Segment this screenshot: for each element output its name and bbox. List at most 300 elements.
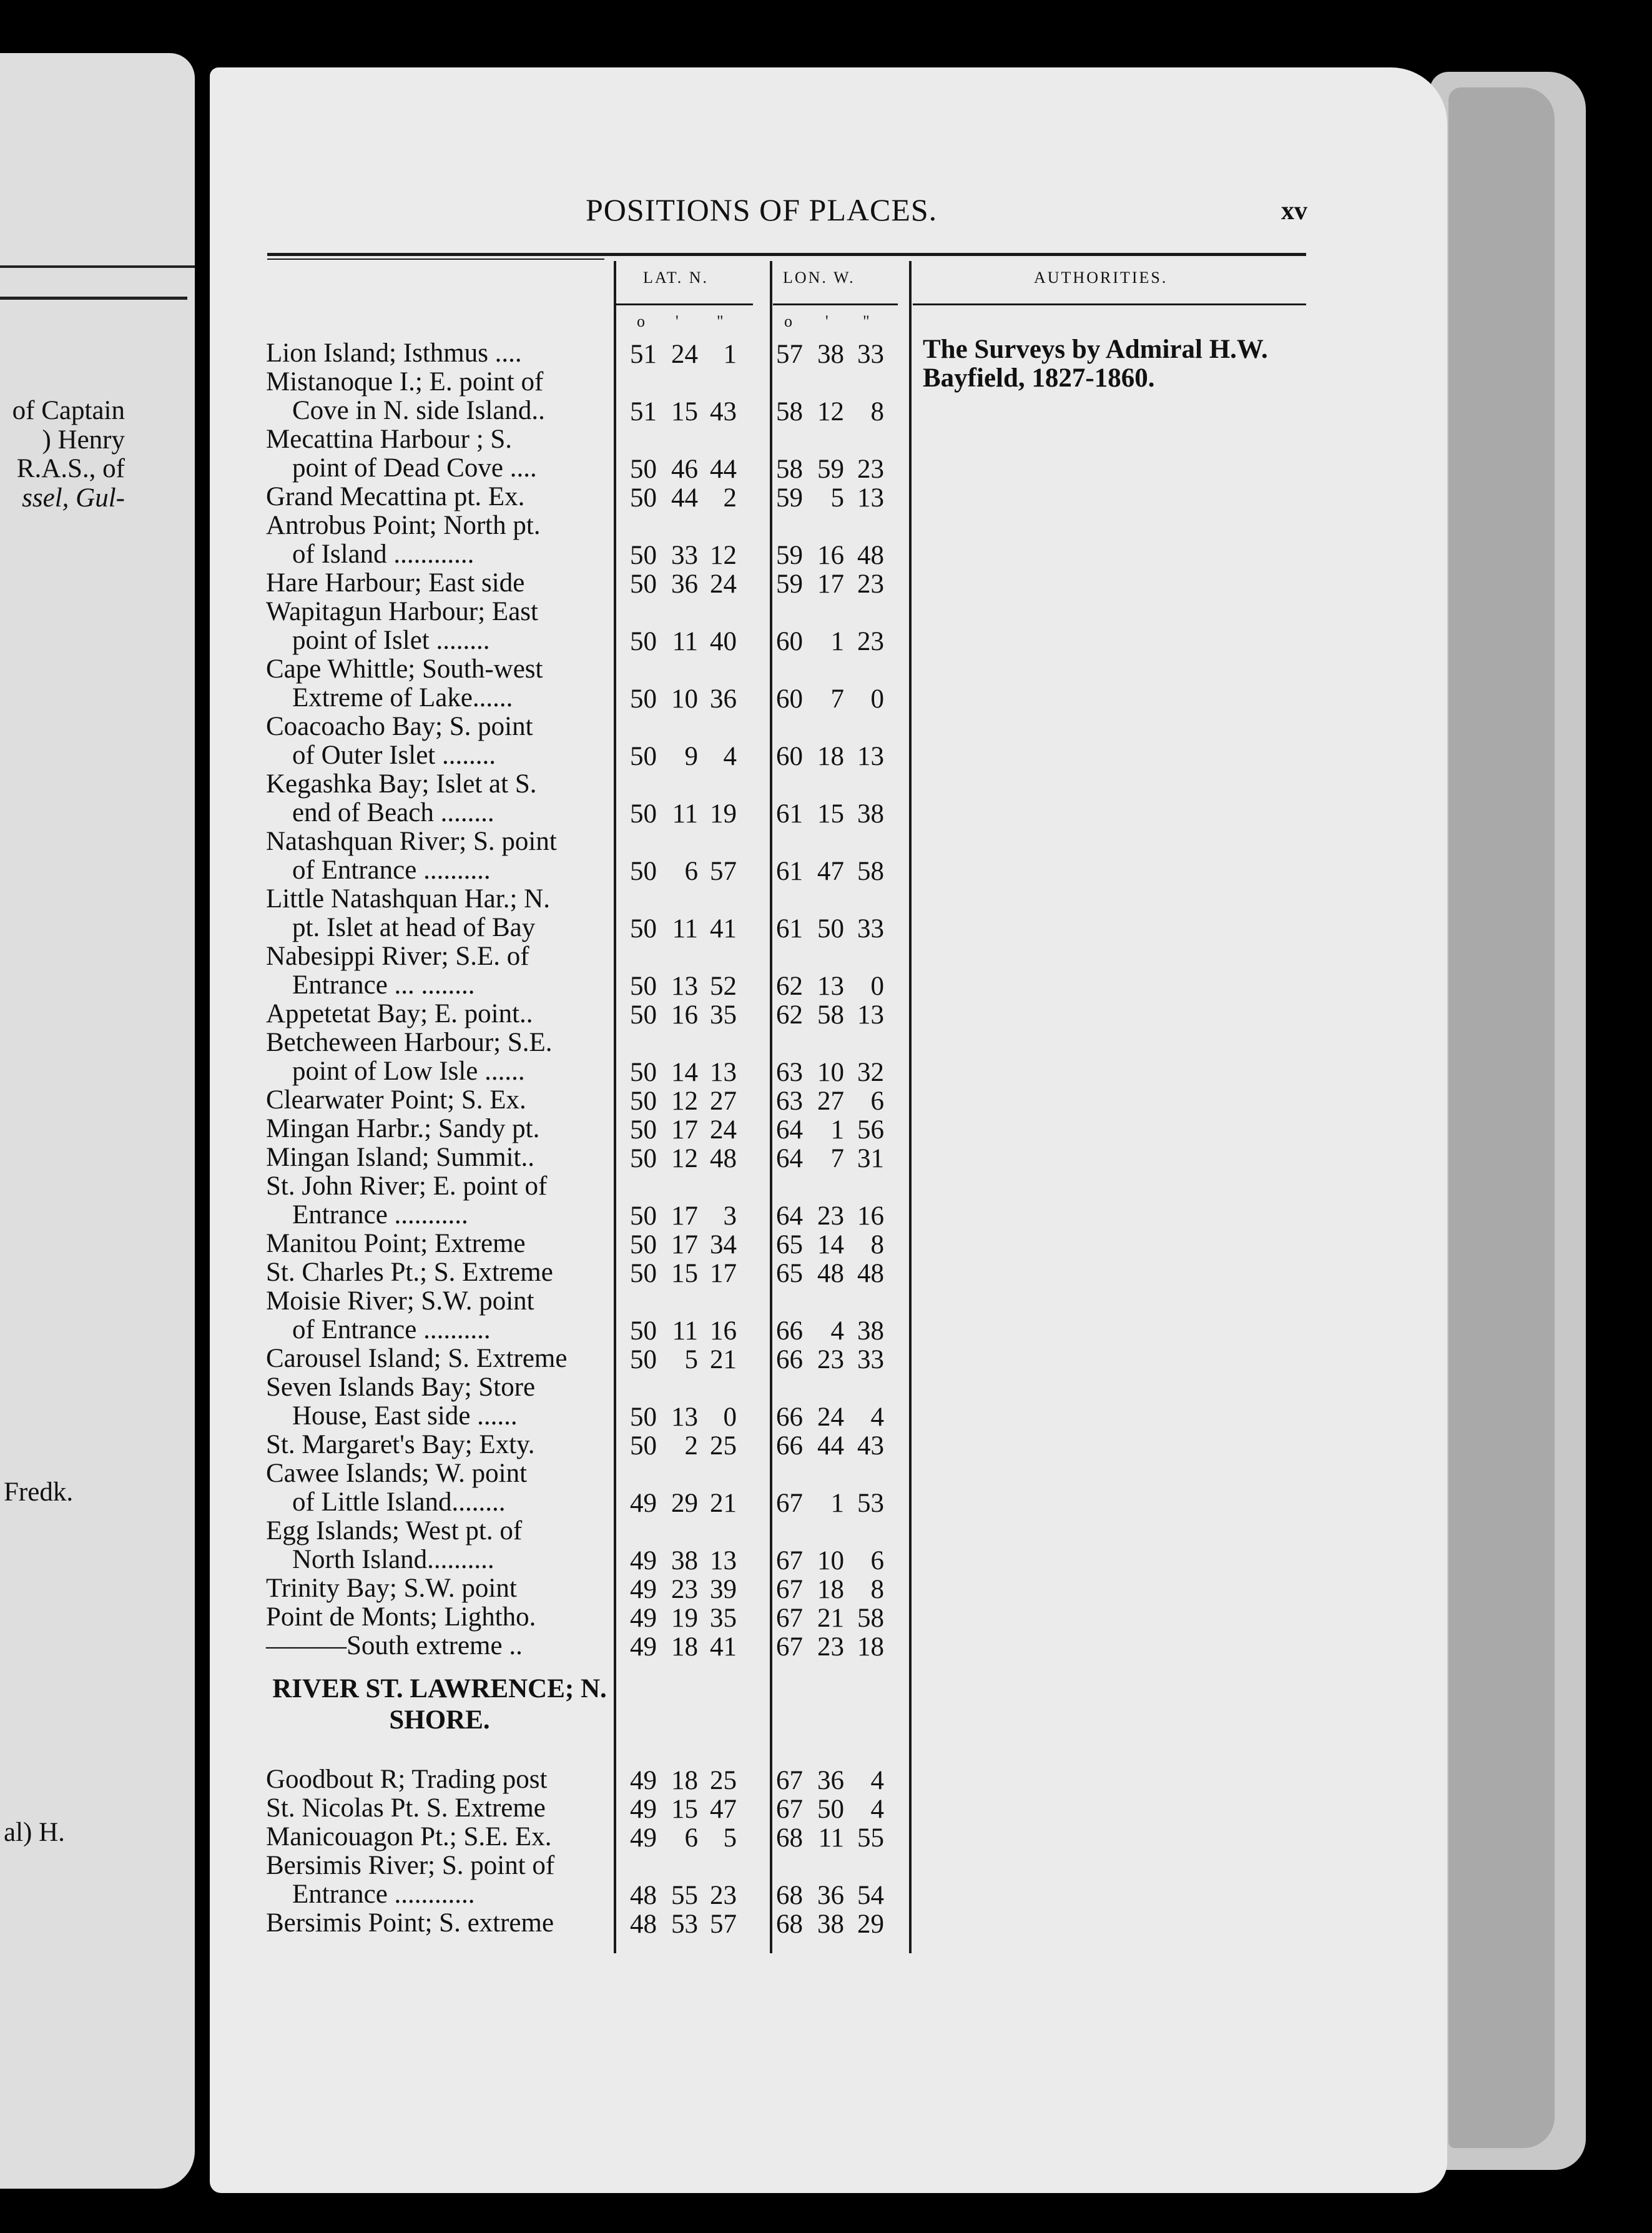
- lat-value: 52: [710, 972, 737, 1001]
- place-name: [266, 1230, 613, 1258]
- place-name-line: Goodbout R; Trading post: [266, 1765, 548, 1794]
- lat-value: 48: [630, 1910, 657, 1939]
- place-name: [266, 885, 613, 942]
- lon-value: 47: [817, 857, 844, 886]
- lat-value: 50: [630, 972, 657, 1001]
- lon-value: 5: [830, 483, 844, 513]
- lon-value: 33: [857, 914, 884, 944]
- lon-value: 31: [857, 1144, 884, 1173]
- lat-value: 17: [671, 1115, 698, 1145]
- lon-value: 53: [857, 1489, 884, 1518]
- left-page-rule: [0, 297, 187, 300]
- lat-value: 21: [710, 1345, 737, 1374]
- lat-column-header: LAT. N.: [643, 269, 709, 287]
- book-edge-shadow: [1448, 87, 1555, 2148]
- lat-value: 49: [630, 1795, 657, 1824]
- lon-value: 61: [776, 799, 803, 829]
- left-page: [0, 53, 195, 2189]
- lat-value: 38: [671, 1546, 698, 1575]
- lat-value: 0: [723, 1402, 737, 1432]
- place-name-line: of Outer Islet ........: [292, 741, 496, 770]
- lon-value: 58: [776, 397, 803, 426]
- lat-header-rule: [616, 303, 753, 305]
- place-name-line: of Entrance ..........: [292, 855, 491, 885]
- lat-value: 17: [710, 1259, 737, 1288]
- place-name: [266, 1823, 613, 1851]
- lon-header-rule: [773, 303, 898, 305]
- lon-value: 33: [857, 340, 884, 369]
- place-name: [266, 339, 613, 368]
- lon-value: 66: [776, 1402, 803, 1432]
- lon-value: 12: [817, 397, 844, 426]
- minute-symbol: ': [676, 312, 679, 330]
- place-name: [266, 1000, 613, 1028]
- lat-value: 19: [671, 1604, 698, 1633]
- place-name-line: Egg Islands; West pt. of: [266, 1516, 523, 1545]
- place-name: [266, 770, 613, 827]
- left-page-fragment: of Captain: [12, 396, 125, 425]
- place-name-line: Antrobus Point; North pt.: [266, 511, 541, 540]
- lat-value: 49: [630, 1489, 657, 1518]
- second-symbol: ": [863, 312, 870, 330]
- lat-value: 50: [630, 569, 657, 599]
- second-symbol: ": [717, 312, 724, 330]
- lon-value: 7: [830, 684, 844, 714]
- place-name: [266, 1287, 613, 1344]
- lat-value: 15: [671, 1795, 698, 1824]
- place-name-line: St. Margaret's Bay; Exty.: [266, 1430, 535, 1459]
- lon-value: 50: [817, 914, 844, 944]
- lon-value: 50: [817, 1795, 844, 1824]
- lon-value: 27: [817, 1087, 844, 1116]
- lon-value: 38: [817, 340, 844, 369]
- degree-symbol: o: [637, 312, 645, 330]
- place-name-line: Mistanoque I.; E. point of: [266, 367, 544, 397]
- section-heading-line: SHORE.: [389, 1705, 490, 1735]
- lon-value: 65: [776, 1230, 803, 1259]
- lat-value: 43: [710, 397, 737, 426]
- lat-value: 5: [723, 1823, 737, 1853]
- place-name-line: of Little Island........: [292, 1487, 506, 1517]
- lat-value: 18: [671, 1766, 698, 1795]
- lon-value: 57: [776, 340, 803, 369]
- place-name-line: Cawee Islands; W. point: [266, 1459, 528, 1488]
- lat-value: 4: [723, 742, 737, 771]
- lon-value: 62: [776, 1000, 803, 1030]
- lat-value: 21: [710, 1489, 737, 1518]
- lon-value: 63: [776, 1058, 803, 1087]
- lon-value: 13: [857, 1000, 884, 1030]
- lat-value: 23: [671, 1575, 698, 1604]
- lon-value: 21: [817, 1604, 844, 1633]
- section-heading: [266, 1674, 613, 1736]
- lat-value: 50: [630, 684, 657, 714]
- lat-value: 50: [630, 799, 657, 829]
- left-page-rule: [0, 265, 195, 268]
- place-name-line: Mecattina Harbour ; S.: [266, 425, 513, 454]
- place-name: [266, 1794, 613, 1823]
- lon-value: 67: [776, 1604, 803, 1633]
- lon-value: 18: [817, 1575, 844, 1604]
- place-name: [266, 942, 613, 1000]
- lat-value: 50: [630, 1115, 657, 1145]
- lat-value: 23: [710, 1881, 737, 1910]
- lat-value: 48: [630, 1881, 657, 1910]
- lon-value: 18: [817, 742, 844, 771]
- lon-value: 36: [817, 1881, 844, 1910]
- lat-value: 1: [723, 340, 737, 369]
- authorities-header-rule: [913, 303, 1306, 305]
- authorities-column-header: AUTHORITIES.: [1034, 269, 1168, 287]
- lat-value: 49: [630, 1546, 657, 1575]
- place-name: [266, 511, 613, 569]
- lat-value: 50: [630, 483, 657, 513]
- lat-value: 18: [671, 1632, 698, 1662]
- lon-value: 55: [857, 1823, 884, 1853]
- lon-value: 13: [857, 742, 884, 771]
- lon-value: 32: [857, 1058, 884, 1087]
- place-name-line: North Island..........: [292, 1545, 494, 1574]
- lat-value: 50: [630, 1087, 657, 1116]
- place-name-line: Hare Harbour; East side: [266, 568, 525, 598]
- lat-value: 11: [672, 914, 698, 944]
- lon-value: 67: [776, 1575, 803, 1604]
- place-name: [266, 1172, 613, 1230]
- lat-value: 48: [710, 1144, 737, 1173]
- place-name: [266, 1373, 613, 1431]
- lat-value: 35: [710, 1604, 737, 1633]
- place-name-line: Coacoacho Bay; S. point: [266, 712, 533, 741]
- lat-value: 11: [672, 627, 698, 656]
- place-name-line: Grand Mecattina pt. Ex.: [266, 482, 525, 511]
- lon-value: 67: [776, 1632, 803, 1662]
- lat-value: 13: [710, 1546, 737, 1575]
- lat-value: 15: [671, 397, 698, 426]
- lon-value: 4: [870, 1795, 884, 1824]
- lat-value: 36: [710, 684, 737, 714]
- lon-value: 59: [776, 483, 803, 513]
- lat-value: 44: [710, 455, 737, 484]
- lat-value: 57: [710, 1910, 737, 1939]
- place-name-line: Entrance ............: [292, 1880, 475, 1909]
- lon-value: 4: [870, 1766, 884, 1795]
- lon-value: 38: [857, 1316, 884, 1346]
- place-name-line: Appetetat Bay; E. point..: [266, 999, 533, 1028]
- place-name-line: point of Dead Cove ....: [292, 453, 537, 483]
- place-name-line: end of Beach ........: [292, 798, 494, 827]
- lon-value: 58: [817, 1000, 844, 1030]
- lon-value: 60: [776, 627, 803, 656]
- lon-value: 59: [776, 569, 803, 599]
- lat-value: 50: [630, 742, 657, 771]
- place-name: [266, 1086, 613, 1115]
- place-name-line: of Island ............: [292, 540, 474, 569]
- lon-value: 6: [870, 1087, 884, 1116]
- lon-value: 0: [870, 684, 884, 714]
- lat-value: 24: [710, 1115, 737, 1145]
- lon-value: 60: [776, 742, 803, 771]
- lon-value: 15: [817, 799, 844, 829]
- lon-value: 11: [818, 1823, 844, 1853]
- lon-value: 56: [857, 1115, 884, 1145]
- lon-value: 38: [857, 799, 884, 829]
- lon-value: 59: [776, 541, 803, 570]
- lon-value: 14: [817, 1230, 844, 1259]
- place-name-line: House, East side ......: [292, 1401, 518, 1431]
- place-name: [266, 1851, 613, 1909]
- place-name-line: St. Charles Pt.; S. Extreme: [266, 1258, 553, 1287]
- lon-value: 18: [857, 1632, 884, 1662]
- lon-value: 0: [870, 972, 884, 1001]
- lat-value: 50: [630, 914, 657, 944]
- lat-value: 24: [710, 569, 737, 599]
- page-title: POSITIONS OF PLACES.: [586, 192, 938, 227]
- lon-value: 65: [776, 1259, 803, 1288]
- lon-value: 36: [817, 1766, 844, 1795]
- place-name-line: Manicouagon Pt.; S.E. Ex.: [266, 1822, 552, 1851]
- lat-value: 17: [671, 1201, 698, 1231]
- lon-value: 68: [776, 1910, 803, 1939]
- place-name-line: Extreme of Lake......: [292, 683, 513, 712]
- lat-value: 53: [671, 1910, 698, 1939]
- place-name: [266, 1603, 613, 1632]
- lat-value: 50: [630, 627, 657, 656]
- lat-value: 15: [671, 1259, 698, 1288]
- lon-value: 4: [830, 1316, 844, 1346]
- lat-value: 51: [630, 397, 657, 426]
- lat-value: 2: [684, 1431, 698, 1461]
- lat-value: 6: [684, 1823, 698, 1853]
- lat-value: 49: [630, 1766, 657, 1795]
- lat-value: 16: [710, 1316, 737, 1346]
- lat-value: 47: [710, 1795, 737, 1824]
- lon-value: 64: [776, 1201, 803, 1231]
- place-name-line: of Entrance ..........: [292, 1315, 491, 1344]
- lat-value: 50: [630, 455, 657, 484]
- lat-value: 19: [710, 799, 737, 829]
- lat-value: 11: [672, 799, 698, 829]
- place-name-line: Betcheween Harbour; S.E.: [266, 1028, 553, 1057]
- lon-value: 10: [817, 1058, 844, 1087]
- place-name-line: ———South extreme ..: [266, 1631, 523, 1660]
- lat-value: 5: [684, 1345, 698, 1374]
- lat-value: 25: [710, 1431, 737, 1461]
- lon-value: 67: [776, 1489, 803, 1518]
- lon-value: 1: [830, 1115, 844, 1145]
- authority-text: [923, 335, 1347, 393]
- left-page-fragment: al) H.: [4, 1818, 65, 1847]
- place-name-line: Trinity Bay; S.W. point: [266, 1574, 517, 1603]
- place-name-line: St. Nicolas Pt. S. Extreme: [266, 1793, 546, 1823]
- left-page-fragment: ssel, Gul-: [22, 483, 125, 513]
- place-name-line: Nabesippi River; S.E. of: [266, 942, 529, 971]
- place-name-line: Moisie River; S.W. point: [266, 1286, 534, 1316]
- lon-value: 16: [817, 541, 844, 570]
- lat-value: 39: [710, 1575, 737, 1604]
- place-name-line: Natashquan River; S. point: [266, 827, 557, 856]
- lat-value: 49: [630, 1823, 657, 1853]
- lat-value: 2: [723, 483, 737, 513]
- left-page-fragment: Fredk.: [4, 1477, 74, 1507]
- lat-value: 49: [630, 1575, 657, 1604]
- place-name: [266, 483, 613, 511]
- place-name-line: Seven Islands Bay; Store: [266, 1373, 536, 1402]
- place-name: [266, 1028, 613, 1086]
- place-name-line: Kegashka Bay; Islet at S.: [266, 769, 537, 799]
- lon-value: 23: [857, 627, 884, 656]
- place-name: [266, 1765, 613, 1794]
- authority-line: Bayfield, 1827-1860.: [923, 363, 1155, 393]
- place-name-line: Mingan Harbr.; Sandy pt.: [266, 1114, 540, 1143]
- lat-value: 50: [630, 1144, 657, 1173]
- lat-value: 50: [630, 1230, 657, 1259]
- lat-value: 13: [671, 972, 698, 1001]
- lon-value: 43: [857, 1431, 884, 1461]
- lon-value: 67: [776, 1795, 803, 1824]
- lon-value: 48: [857, 541, 884, 570]
- lat-value: 12: [671, 1144, 698, 1173]
- lon-value: 8: [870, 1575, 884, 1604]
- lat-value: 46: [671, 455, 698, 484]
- lat-value: 50: [630, 1402, 657, 1432]
- place-name: [266, 1431, 613, 1459]
- lat-value: 12: [710, 541, 737, 570]
- lat-value: 44: [671, 483, 698, 513]
- place-name: [266, 1909, 613, 1938]
- lon-value: 1: [830, 627, 844, 656]
- place-name: [266, 425, 613, 483]
- lon-value: 7: [830, 1144, 844, 1173]
- lon-value: 54: [857, 1881, 884, 1910]
- lat-value: 57: [710, 857, 737, 886]
- place-name-line: Carousel Island; S. Extreme: [266, 1344, 568, 1373]
- left-page-fragment: R.A.S., of: [16, 454, 125, 483]
- place-name: [266, 1632, 613, 1660]
- place-name-line: Entrance ... ........: [292, 970, 475, 1000]
- place-name-line: Mingan Island; Summit..: [266, 1143, 534, 1172]
- lon-value: 17: [817, 569, 844, 599]
- lon-value: 8: [870, 397, 884, 426]
- lon-value: 6: [870, 1546, 884, 1575]
- lat-value: 13: [671, 1402, 698, 1432]
- place-name: [266, 569, 613, 598]
- place-name-line: Bersimis Point; S. extreme: [266, 1908, 554, 1938]
- place-name: [266, 598, 613, 655]
- lat-value: 6: [684, 857, 698, 886]
- lon-value: 38: [817, 1910, 844, 1939]
- lon-value: 66: [776, 1316, 803, 1346]
- place-name-line: point of Islet ........: [292, 626, 490, 655]
- column-divider: [909, 261, 912, 1953]
- lat-value: 41: [710, 1632, 737, 1662]
- place-name: [266, 712, 613, 770]
- section-heading-line: RIVER ST. LAWRENCE; N.: [272, 1674, 607, 1703]
- left-page-fragment: ) Henry: [42, 425, 125, 455]
- lat-value: 50: [630, 1000, 657, 1030]
- lon-value: 58: [857, 1604, 884, 1633]
- lon-value: 58: [857, 857, 884, 886]
- lon-value: 61: [776, 857, 803, 886]
- lat-value: 3: [723, 1201, 737, 1231]
- place-name: [266, 827, 613, 885]
- lat-value: 50: [630, 1431, 657, 1461]
- lon-value: 1: [830, 1489, 844, 1518]
- place-name: [266, 655, 613, 712]
- lat-value: 50: [630, 1058, 657, 1087]
- lat-value: 41: [710, 914, 737, 944]
- place-name-line: Clearwater Point; S. Ex.: [266, 1085, 526, 1115]
- place-name-line: Point de Monts; Lightho.: [266, 1602, 536, 1632]
- lon-value: 23: [857, 455, 884, 484]
- place-name: [266, 1258, 613, 1287]
- lon-value: 33: [857, 1345, 884, 1374]
- lon-value: 23: [857, 569, 884, 599]
- place-name: [266, 1574, 613, 1603]
- lat-value: 16: [671, 1000, 698, 1030]
- lat-value: 17: [671, 1230, 698, 1259]
- lon-value: 29: [857, 1910, 884, 1939]
- page-number: xv: [1281, 197, 1307, 225]
- lon-value: 64: [776, 1115, 803, 1145]
- place-name-line: Little Natashquan Har.; N.: [266, 884, 550, 914]
- place-name-line: pt. Islet at head of Bay: [292, 913, 536, 942]
- lon-value: 23: [817, 1632, 844, 1662]
- lat-value: 9: [684, 742, 698, 771]
- place-name-line: Lion Island; Isthmus ....: [266, 338, 522, 368]
- lat-value: 27: [710, 1087, 737, 1116]
- place-name-line: St. John River; E. point of: [266, 1171, 548, 1201]
- minute-symbol: ': [825, 312, 828, 330]
- lat-value: 50: [630, 857, 657, 886]
- lon-value: 10: [817, 1546, 844, 1575]
- place-name-line: Entrance ...........: [292, 1200, 468, 1230]
- lon-value: 63: [776, 1087, 803, 1116]
- lon-value: 61: [776, 914, 803, 944]
- lon-column-header: LON. W.: [783, 269, 855, 287]
- place-name: [266, 1344, 613, 1373]
- lon-value: 16: [857, 1201, 884, 1231]
- lon-value: 44: [817, 1431, 844, 1461]
- place-name: [266, 1459, 613, 1517]
- lon-value: 68: [776, 1823, 803, 1853]
- lat-value: 50: [630, 1345, 657, 1374]
- lat-value: 34: [710, 1230, 737, 1259]
- lon-value: 59: [817, 455, 844, 484]
- lon-value: 68: [776, 1881, 803, 1910]
- lon-value: 24: [817, 1402, 844, 1432]
- lat-value: 49: [630, 1632, 657, 1662]
- lon-value: 8: [870, 1230, 884, 1259]
- lat-value: 40: [710, 627, 737, 656]
- lat-value: 12: [671, 1087, 698, 1116]
- header-rule-thin: [267, 259, 604, 260]
- place-name: [266, 368, 613, 425]
- column-divider: [614, 261, 616, 1953]
- lon-value: 4: [870, 1402, 884, 1432]
- lon-value: 13: [857, 483, 884, 513]
- place-name-line: Cape Whittle; South-west: [266, 654, 543, 684]
- lon-value: 48: [857, 1259, 884, 1288]
- lat-value: 10: [671, 684, 698, 714]
- lat-value: 55: [671, 1881, 698, 1910]
- lat-value: 35: [710, 1000, 737, 1030]
- lon-value: 58: [776, 455, 803, 484]
- lon-value: 23: [817, 1345, 844, 1374]
- lat-value: 50: [630, 1316, 657, 1346]
- place-name-line: point of Low Isle ......: [292, 1057, 525, 1086]
- lat-value: 36: [671, 569, 698, 599]
- lat-value: 50: [630, 541, 657, 570]
